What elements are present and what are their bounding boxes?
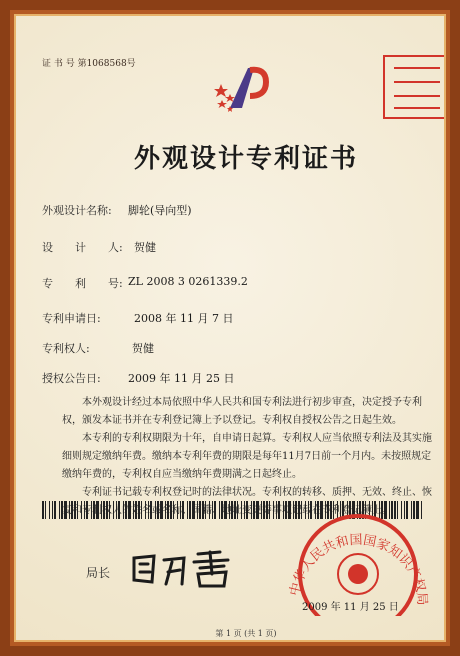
director-label: 局长	[86, 566, 111, 580]
field-label-patent-number: 专 利 号:	[42, 277, 123, 290]
field-value-patentee: 贺健	[132, 342, 154, 355]
field-label-design-name: 外观设计名称:	[42, 204, 112, 217]
sipo-logo-icon	[212, 56, 278, 122]
field-value-design-name: 脚轮(导向型)	[128, 204, 192, 217]
certificate-paper	[16, 16, 444, 640]
field-value-grant-date: 2009 年 11 月 25 日	[128, 372, 235, 385]
body-paragraph: 专利证书记载专利权登记时的法律状况。专利权的转移、质押、无效、终止、恢 和 利权人的姓名或名称、国籍、地址变更等事项记载在专利登记簿上。	[71, 487, 432, 516]
field-label-patentee: 专利权人:	[42, 342, 90, 355]
seal-text: 中华人民共和国国家知识产权局	[287, 532, 430, 606]
body-paragraph: 本专利的专利权期限为十年，自申请日起算。专利权人应当依照专利法及其实施细则规定缴纳年费。缴纳本专利年费的期限是每年11月7日前一个月内。未按照规定缴纳年费的，专利权自应当缴纳年费期满之日起终止。	[62, 433, 432, 480]
field-value-patent-number: ZL 2008 3 0261339.2	[128, 275, 248, 288]
field-value-designer: 贺健	[134, 241, 156, 254]
page-number: 第 1 页 (共 1 页)	[215, 629, 277, 638]
field-label-grant-date: 授权公告日:	[42, 372, 101, 385]
certificate-title: 外观设计专利证书	[133, 144, 358, 174]
certificate-number: 证 书 号 第1068568号	[42, 59, 136, 69]
field-value-application-date: 2008 年 11 月 7 日	[134, 312, 234, 325]
registration-stamp-icon	[380, 52, 446, 122]
body-paragraph: 本外观设计经过本局依照中华人民共和国专利法进行初步审查，决定授予专利权，颁发本证书并在专利登记簿上予以登记。专利权自授权公告之日起生效。	[62, 397, 422, 426]
field-label-application-date: 专利申请日:	[42, 312, 101, 325]
seal-date: 2009 年 11 月 25 日	[302, 602, 399, 613]
director-signature	[128, 544, 248, 590]
field-label-designer: 设 计 人:	[42, 241, 123, 254]
certificate-border	[14, 14, 446, 642]
